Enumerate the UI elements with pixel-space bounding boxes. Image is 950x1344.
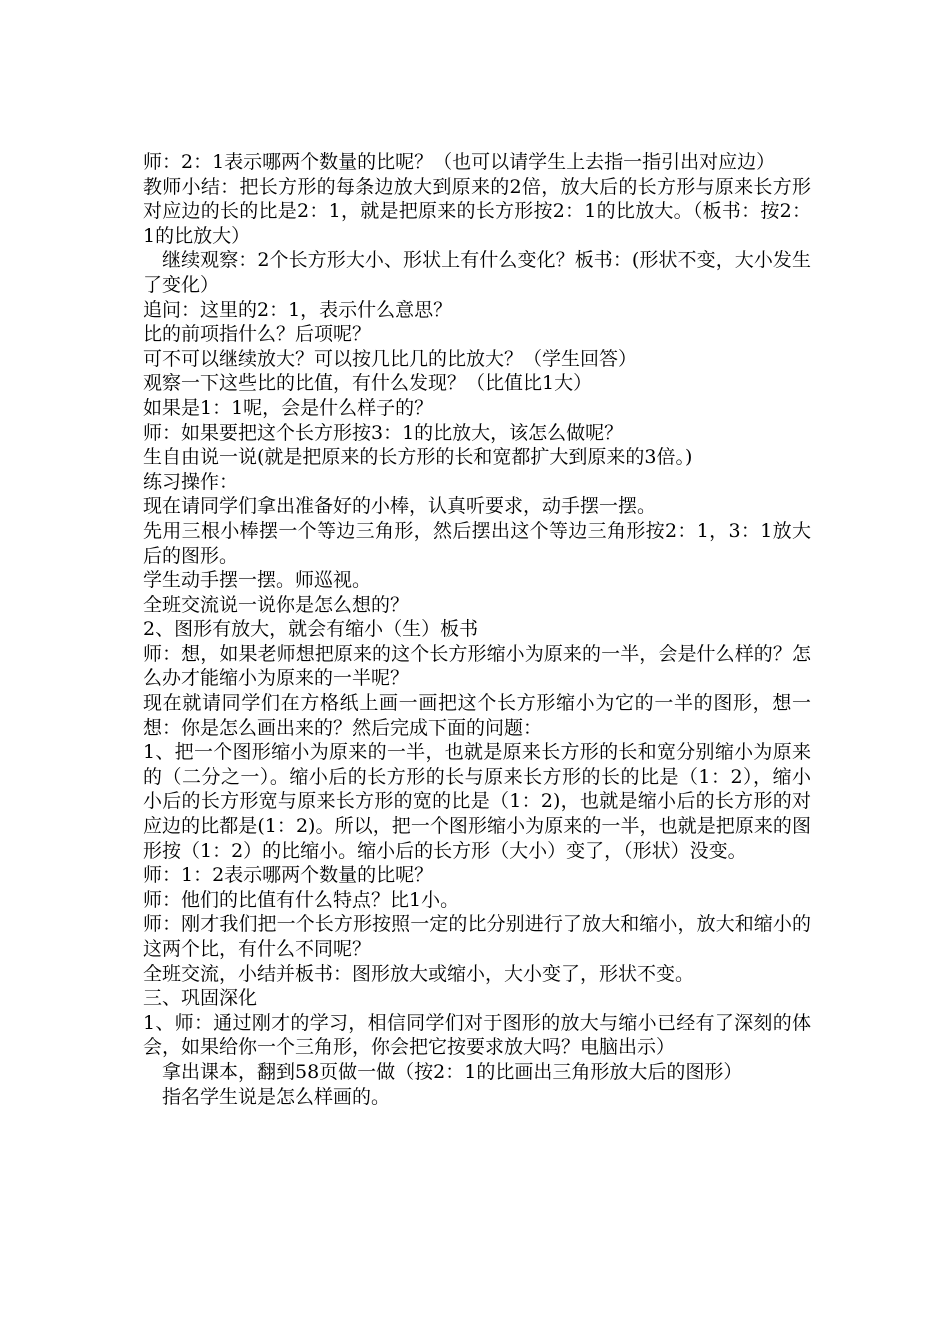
paragraph-13: 先用三根小棒摆一个等边三角形，然后摆出这个等边三角形按2：1，3：1放大后的图形。: [143, 519, 811, 567]
paragraph-9: 师：如果要把这个长方形按3：1的比放大，该怎么做呢？: [143, 421, 624, 444]
paragraph-19: 1、把一个图形缩小为原来的一半，也就是原来长方形的长和宽分别缩小为原来的（二分之一）。缩小后的长方形的长与原来长方形的长的比是（1：2），缩小小后的长方形宽与原来长方形的宽的比是（1：2)，也就是缩小后的长方形的对应边的比都是(1：2)。所以，把一个图形缩小为原来的一半，也就是把原来的图形按（1：2）的比缩小。缩小后的长方形（大小）变了，（形状）没变。: [143, 741, 811, 862]
paragraph-8: 如果是1：1呢，会是什么样子的？: [143, 396, 434, 419]
paragraph-27: 指名学生说是怎么样画的。: [162, 1085, 391, 1108]
paragraph-26: 拿出课本，翻到58页做一做（按2：1的比画出三角形放大后的图形）: [162, 1060, 743, 1083]
paragraph-25: 1、师：通过刚才的学习，相信同学们对于图形的放大与缩小已经有了深刻的体会，如果给你一个三角形，你会把它按要求放大吗？电脑出示）: [143, 1011, 811, 1059]
paragraph-23: 全班交流，小结并板书：图形放大或缩小，大小变了，形状不变。: [143, 962, 695, 985]
paragraph-15: 全班交流说一说你是怎么想的？: [143, 593, 410, 616]
paragraph-3: 继续观察：2个长方形大小、形状上有什么变化？板书：(形状不变，大小发生了变化）: [143, 249, 811, 296]
paragraph-6: 可不可以继续放大？可以按几比几的比放大？（学生回答）: [143, 347, 638, 370]
paragraph-11: 练习操作：: [143, 470, 239, 493]
paragraph-1: 师：2：1表示哪两个数量的比呢？（也可以请学生上去指一指引出对应边）: [143, 151, 776, 173]
paragraph-4: 追问：这里的2：1，表示什么意思？: [143, 298, 453, 321]
paragraph-16: 2、图形有放大，就会有缩小（生）板书: [143, 618, 479, 641]
paragraph-14: 学生动手摆一摆。师巡视。: [143, 569, 372, 592]
paragraph-10: 生自由说一说(就是把原来的长方形的长和宽都扩大到原来的3倍。): [143, 446, 693, 469]
section-heading: 三、巩固深化: [143, 987, 258, 1010]
paragraph-18: 现在就请同学们在方格纸上画一画把这个长方形缩小为它的一半的图形，想一想：你是怎么画出来的？然后完成下面的问题：: [143, 692, 811, 739]
paragraph-21: 师：他们的比值有什么特点？比1小。: [143, 888, 460, 911]
paragraph-2: 教师小结：把长方形的每条边放大到原来的2倍，放大后的长方形与原来长方形对应边的长的比是2：1，就是把原来的长方形按2：1的比放大。（板书：按2：1的比放大）: [143, 175, 811, 247]
document-body: [143, 150, 811, 1109]
paragraph-12: 现在请同学们拿出准备好的小棒，认真听要求，动手摆一摆。: [143, 495, 657, 518]
paragraph-7: 观察一下这些比的比值，有什么发现？（比值比1大）: [143, 372, 593, 395]
paragraph-5: 比的前项指什么？后项呢？: [143, 323, 372, 346]
paragraph-17: 师：想，如果老师想把原来的这个长方形缩小为原来的一半，会是什么样的？怎么办才能缩小为原来的一半呢？: [143, 642, 811, 690]
paragraph-20: 师：1：2表示哪两个数量的比呢？: [143, 864, 434, 887]
paragraph-22: 师：刚才我们把一个长方形按照一定的比分别进行了放大和缩小，放大和缩小的这两个比，有什么不同呢？: [143, 913, 811, 960]
